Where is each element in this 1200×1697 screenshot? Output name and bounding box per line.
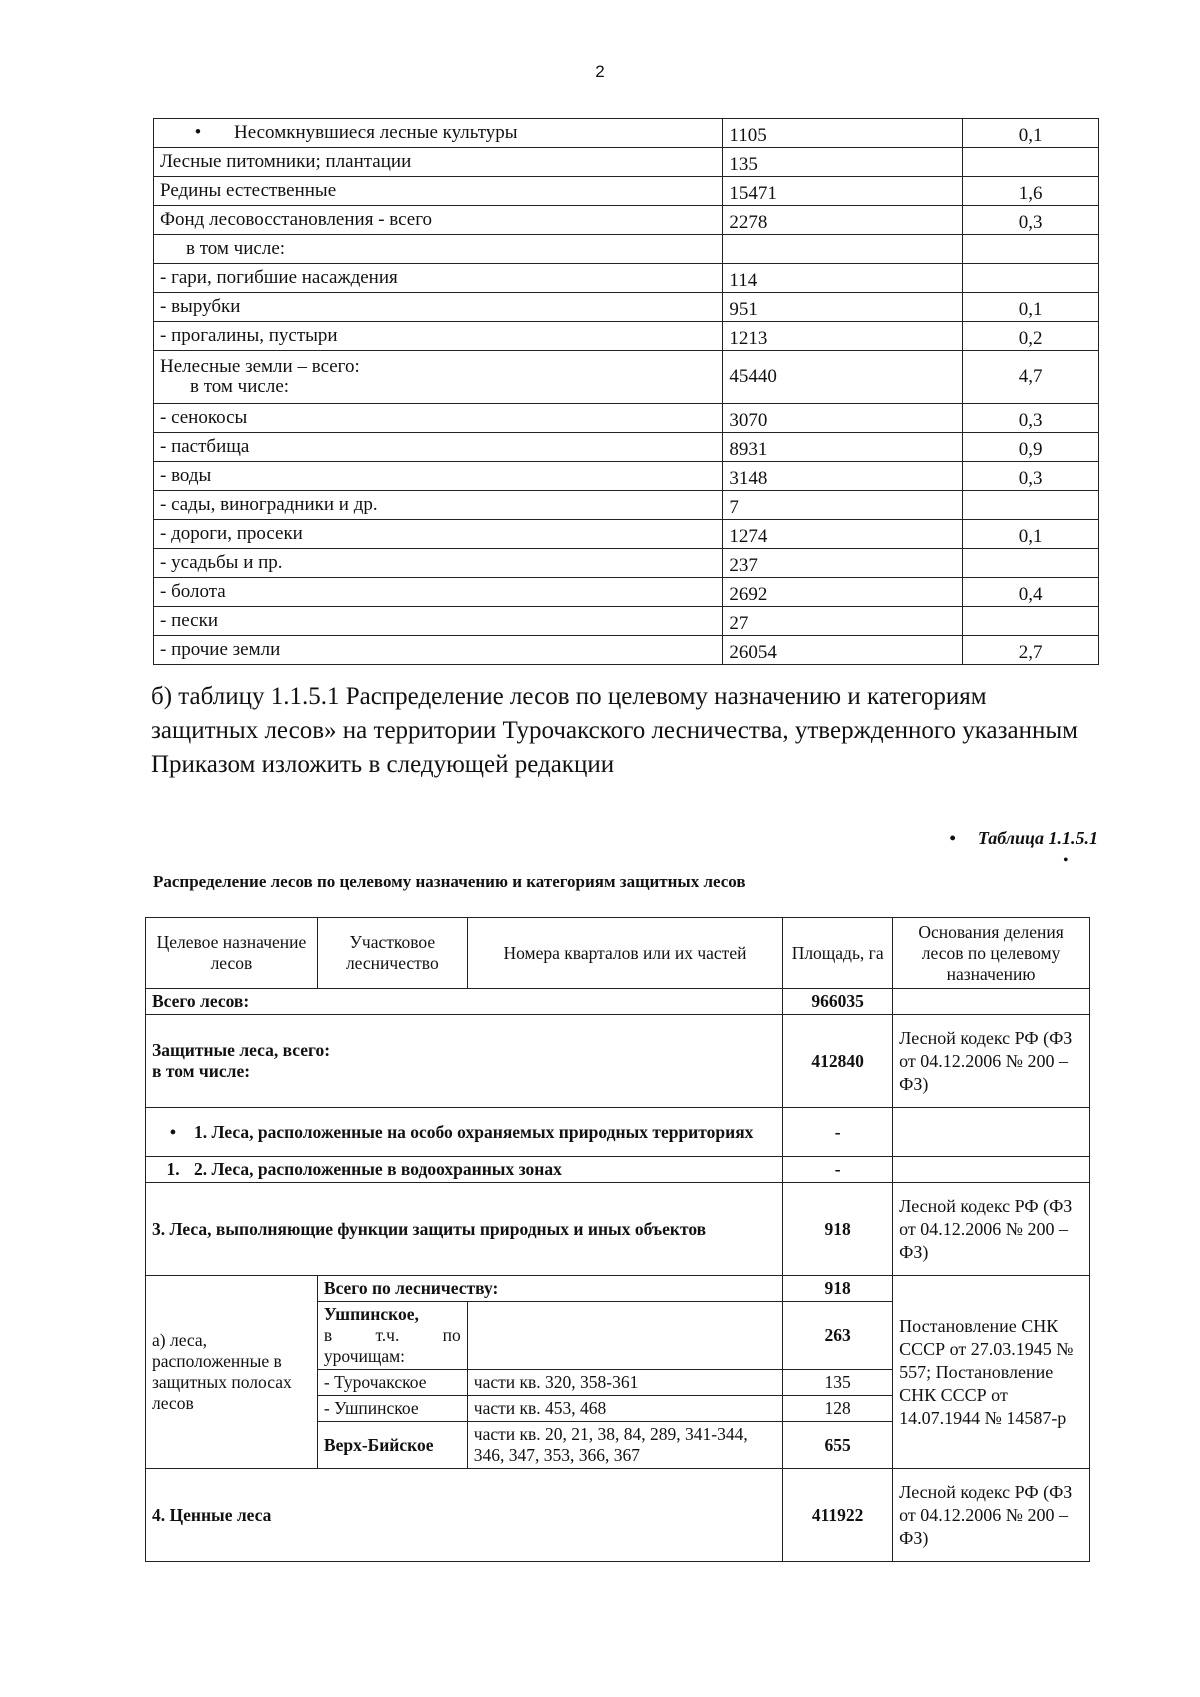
item-area: 128 <box>783 1396 893 1422</box>
water-zones-area: - <box>783 1157 893 1183</box>
land-row <box>154 351 1099 404</box>
tch-word-3: по <box>442 1325 461 1345</box>
land-row-area: 3148 <box>723 462 963 491</box>
header-purpose: Целевое назначение лесов <box>146 918 318 989</box>
land-row <box>154 264 1099 293</box>
land-row-area <box>723 235 963 264</box>
land-row-label-text: - прогалины, пустыри <box>160 325 338 346</box>
land-row-percent: 0,1 <box>963 520 1099 549</box>
land-row-percent: 0,9 <box>963 433 1099 462</box>
land-row-label <box>154 433 723 462</box>
verkh-area: 655 <box>783 1422 893 1469</box>
land-row-area: 951 <box>723 293 963 322</box>
item-quarters: части кв. 453, 468 <box>467 1396 782 1422</box>
protective-label <box>146 1015 783 1108</box>
land-row <box>154 206 1099 235</box>
land-row-area: 237 <box>723 549 963 578</box>
land-row-label-text: Нелесные земли – всего: <box>160 356 360 377</box>
land-row-label-text: - прочие земли <box>160 639 281 660</box>
water-zones-basis <box>893 1157 1090 1183</box>
protected-areas-label <box>146 1108 783 1157</box>
land-row-label-text: - усадьбы и пр. <box>160 552 283 573</box>
land-row-label-text: - воды <box>160 465 212 486</box>
land-row-percent <box>963 148 1099 177</box>
land-row-percent: 0,1 <box>963 119 1099 148</box>
water-zones-label <box>146 1157 783 1183</box>
table-number-label <box>920 828 1098 849</box>
total-basis <box>893 989 1090 1015</box>
header-area: Площадь, га <box>783 918 893 989</box>
land-row-label <box>154 404 723 433</box>
water-zones-text: 2. Леса, расположенные в водоохранных зонах <box>194 1159 562 1179</box>
land-row <box>154 433 1099 462</box>
land-row-area: 45440 <box>723 351 963 404</box>
valuable-area: 411922 <box>783 1469 893 1562</box>
land-row-area: 135 <box>723 148 963 177</box>
land-row <box>154 578 1099 607</box>
land-row-percent: 0,1 <box>963 293 1099 322</box>
land-row-label <box>154 549 723 578</box>
protected-areas-area: - <box>783 1108 893 1157</box>
total-label: Всего лесов: <box>146 989 783 1015</box>
protective-row <box>146 1015 1090 1108</box>
protective-basis: Лесной кодекс РФ (ФЗ от 04.12.2006 № 200 – ФЗ) <box>893 1015 1090 1108</box>
protection-functions-area: 918 <box>783 1183 893 1276</box>
land-row-percent <box>963 607 1099 636</box>
land-row-percent: 4,7 <box>963 351 1099 404</box>
land-row-percent <box>963 235 1099 264</box>
land-row-label <box>154 351 723 404</box>
land-row-label <box>154 264 723 293</box>
land-row-area: 1105 <box>723 119 963 148</box>
land-row-area: 26054 <box>723 636 963 665</box>
land-row-label-text: - пастбища <box>160 436 250 457</box>
protective-label-line1: Защитные леса, всего: <box>152 1040 331 1060</box>
land-row-label <box>154 148 723 177</box>
land-row <box>154 177 1099 206</box>
stray-bullet-marker: • <box>1063 852 1069 869</box>
land-row-percent: 0,3 <box>963 404 1099 433</box>
land-row <box>154 322 1099 351</box>
item-quarters: части кв. 320, 358-361 <box>467 1370 782 1396</box>
bullet-marker: • <box>194 122 202 143</box>
header-row <box>146 918 1090 989</box>
land-row-label <box>154 177 723 206</box>
ushpinskoe-sub: урочищам: <box>323 1346 406 1366</box>
protective-label-line2: в том числе: <box>152 1061 251 1081</box>
bullet-marker: • <box>169 1121 177 1142</box>
land-row <box>154 462 1099 491</box>
land-row <box>154 491 1099 520</box>
land-row-label <box>154 607 723 636</box>
forest-purpose-table <box>145 917 1090 1562</box>
land-row-percent <box>963 264 1099 293</box>
land-row-percent: 1,6 <box>963 177 1099 206</box>
land-row-label-text: - сады, виноградники и др. <box>160 494 378 515</box>
ushpinskoe-quarters <box>467 1302 782 1370</box>
land-row-label <box>154 322 723 351</box>
land-row-area: 15471 <box>723 177 963 206</box>
land-row <box>154 293 1099 322</box>
land-row-label <box>154 578 723 607</box>
land-row-label-text: - пески <box>160 610 218 631</box>
verkh-quarters: части кв. 20, 21, 38, 84, 289, 341-344, 346, 347, 353, 366, 367 <box>467 1422 782 1469</box>
land-row-area: 8931 <box>723 433 963 462</box>
land-row-label-text: Лесные питомники; плантации <box>160 151 412 172</box>
land-row-label-text: Фонд лесовосстановления - всего <box>160 209 433 230</box>
valuable-label: 4. Ценные леса <box>146 1469 783 1562</box>
valuable-basis: Лесной кодекс РФ (ФЗ от 04.12.2006 № 200 – ФЗ) <box>893 1469 1090 1562</box>
land-row-label-text: - гари, погибшие насаждения <box>160 267 398 288</box>
land-row <box>154 549 1099 578</box>
land-row-label-text: Редины естественные <box>160 180 337 201</box>
total-area: 966035 <box>783 989 893 1015</box>
land-row-label <box>154 491 723 520</box>
item-name: - Ушпинское <box>317 1396 467 1422</box>
land-row-area: 114 <box>723 264 963 293</box>
land-row-label-text: - сенокосы <box>160 407 248 428</box>
land-row-percent: 0,3 <box>963 462 1099 491</box>
verkh-name: Верх-Бийское <box>317 1422 467 1469</box>
land-row-percent <box>963 549 1099 578</box>
land-row-label <box>154 206 723 235</box>
tch-word-1: в <box>323 1325 333 1345</box>
item-area: 135 <box>783 1370 893 1396</box>
land-row-label <box>154 235 723 264</box>
land-row-label <box>154 119 723 148</box>
valuable-row <box>146 1469 1090 1562</box>
land-row-percent: 0,4 <box>963 578 1099 607</box>
protected-areas-row <box>146 1108 1090 1157</box>
land-table-body <box>154 119 1099 665</box>
protection-functions-label: 3. Леса, выполняющие функции защиты природных и иных объектов <box>146 1183 783 1276</box>
total-row <box>146 989 1090 1015</box>
land-row-area: 1213 <box>723 322 963 351</box>
bullet-marker: • <box>949 828 956 848</box>
header-quarters: Номера кварталов или их частей <box>467 918 782 989</box>
land-row-label-text: - болота <box>160 581 226 602</box>
land-row-percent: 0,2 <box>963 322 1099 351</box>
land-row-area: 3070 <box>723 404 963 433</box>
amendment-paragraph: б) таблицу 1.1.5.1 Распределение лесов по целевому назначению и категориям защитных лесов» на территории Турочакского лесничества, утвержденного указанным Приказом изложить в следующей редакции <box>151 683 1079 778</box>
land-row <box>154 520 1099 549</box>
land-row <box>154 235 1099 264</box>
land-row-percent: 2,7 <box>963 636 1099 665</box>
land-row-label-sub: в том числе: <box>190 376 290 397</box>
land-row-label-text: Несомкнувшиеся лесные культуры <box>234 122 518 143</box>
land-row <box>154 607 1099 636</box>
land-row-label <box>154 520 723 549</box>
land-row-area: 2692 <box>723 578 963 607</box>
land-row-percent <box>963 491 1099 520</box>
land-row-area: 1274 <box>723 520 963 549</box>
land-row-label-text: - вырубки <box>160 296 241 317</box>
land-fund-table <box>153 118 1099 665</box>
strips-district-total-label: Всего по лесничеству: <box>317 1276 782 1302</box>
land-row <box>154 119 1099 148</box>
strips-district-total-row <box>146 1276 1090 1302</box>
page-number: 2 <box>595 62 605 81</box>
header-district: Участковое лесничество <box>317 918 467 989</box>
water-zones-row <box>146 1157 1090 1183</box>
ushpinskoe-tch <box>324 1325 461 1346</box>
strips-label: а) леса, расположенные в защитных полосах лесов <box>146 1276 318 1469</box>
table-number-text: Таблица 1.1.5.1 <box>977 828 1098 848</box>
land-row <box>154 148 1099 177</box>
land-row-label <box>154 462 723 491</box>
ushpinskoe-title: Ушпинское, <box>323 1304 419 1324</box>
land-row-label <box>154 293 723 322</box>
strips-basis: Постановление СНК СССР от 27.03.1945 № 557; Постановление СНК СССР от 14.07.1944 № 14587-р <box>893 1276 1090 1469</box>
protection-functions-row <box>146 1183 1090 1276</box>
table-caption: Распределение лесов по целевому назначению и категориям защитных лесов <box>153 872 746 891</box>
land-row-area: 27 <box>723 607 963 636</box>
protected-areas-text: 1. Леса, расположенные на особо охраняемых природных территориях <box>194 1121 754 1142</box>
land-row-label-text: в том числе: <box>186 238 286 259</box>
land-row-percent: 0,3 <box>963 206 1099 235</box>
land-row-area: 7 <box>723 491 963 520</box>
land-row-area: 2278 <box>723 206 963 235</box>
item-name: - Турочакское <box>317 1370 467 1396</box>
protective-area: 412840 <box>783 1015 893 1108</box>
protection-functions-basis: Лесной кодекс РФ (ФЗ от 04.12.2006 № 200 – ФЗ) <box>893 1183 1090 1276</box>
ushpinskoe-area: 263 <box>783 1302 893 1370</box>
strips-district-total-area: 918 <box>783 1276 893 1302</box>
land-row-label <box>154 636 723 665</box>
ushpinskoe-name <box>317 1302 467 1370</box>
land-row <box>154 404 1099 433</box>
land-row <box>154 636 1099 665</box>
land-row-label-text: - дороги, просеки <box>160 523 303 544</box>
protected-areas-basis <box>893 1108 1090 1157</box>
list-number-marker: 1. <box>166 1159 180 1179</box>
header-basis: Основания деления лесов по целевому назначению <box>893 918 1090 989</box>
tch-word-2: т.ч. <box>375 1325 400 1345</box>
